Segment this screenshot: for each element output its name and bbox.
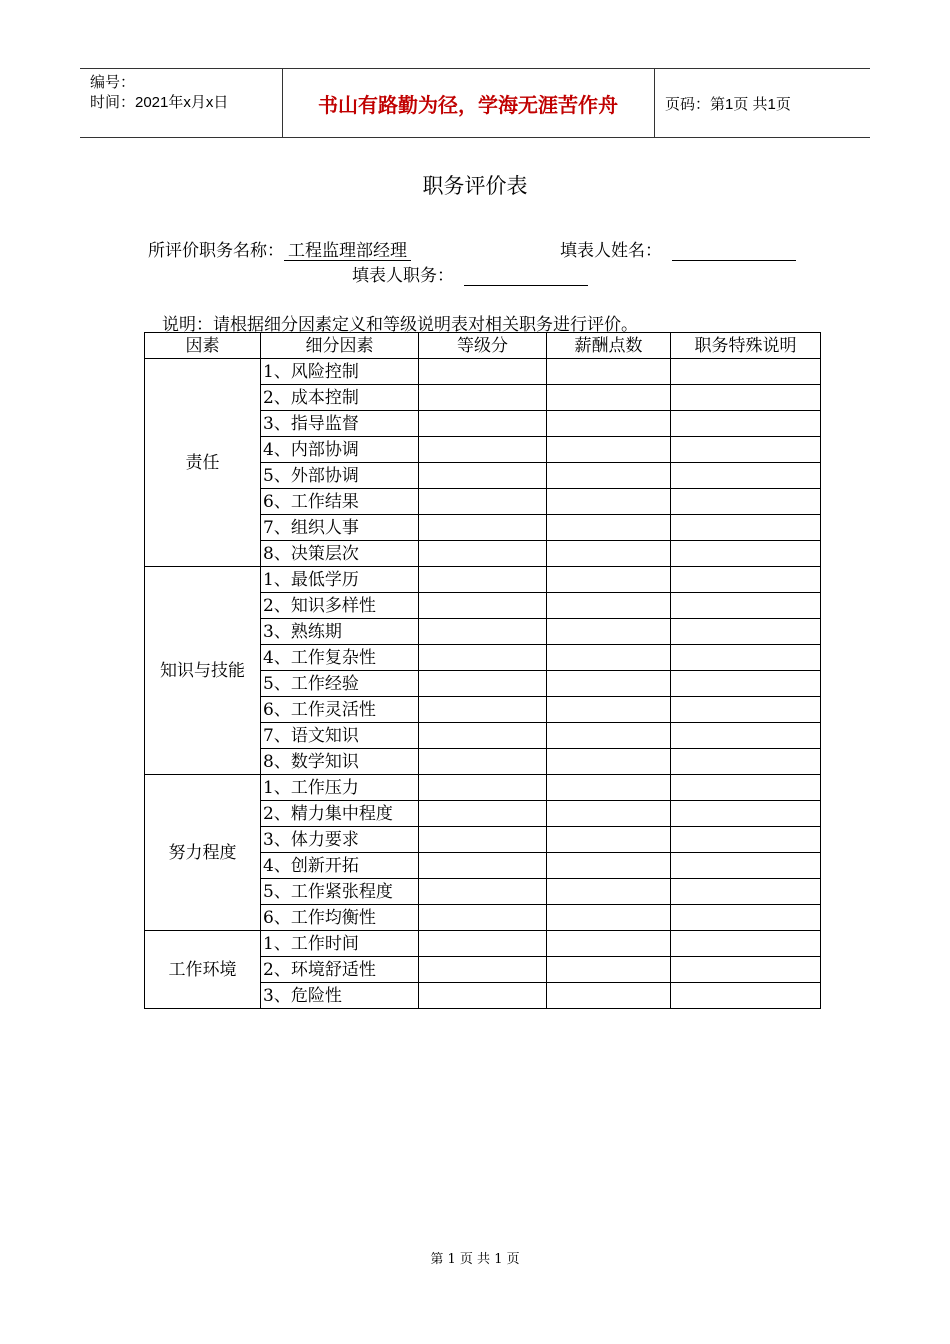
page-footer: 第 1 页 共 1 页 bbox=[430, 1252, 520, 1267]
grade-score-cell[interactable] bbox=[419, 957, 547, 983]
salary-points-cell[interactable] bbox=[547, 801, 671, 827]
sub-factor-cell: 1、最低学历 bbox=[261, 567, 419, 593]
grade-score-cell[interactable] bbox=[419, 645, 547, 671]
salary-points-cell[interactable] bbox=[547, 437, 671, 463]
sub-factor-cell: 5、工作紧张程度 bbox=[261, 879, 419, 905]
sub-factor-cell: 3、体力要求 bbox=[261, 827, 419, 853]
salary-points-cell[interactable] bbox=[547, 489, 671, 515]
header-page-label: 页码：第1页 共1页 bbox=[665, 96, 791, 113]
special-notes-cell[interactable] bbox=[671, 983, 821, 1009]
page-title: 职务评价表 bbox=[422, 174, 528, 198]
filler-name-row bbox=[560, 236, 796, 261]
salary-points-cell[interactable] bbox=[547, 619, 671, 645]
header-grade-score: 等级分 bbox=[419, 333, 547, 359]
sub-factor-cell: 3、危险性 bbox=[261, 983, 419, 1009]
special-notes-cell[interactable] bbox=[671, 853, 821, 879]
special-notes-cell[interactable] bbox=[671, 827, 821, 853]
special-notes-cell[interactable] bbox=[671, 931, 821, 957]
header-factor: 因素 bbox=[145, 333, 261, 359]
sub-factor-cell: 7、语文知识 bbox=[261, 723, 419, 749]
filler-name-field[interactable] bbox=[672, 242, 796, 261]
grade-score-cell[interactable] bbox=[419, 489, 547, 515]
sub-factor-cell: 2、精力集中程度 bbox=[261, 801, 419, 827]
sub-factor-cell: 5、工作经验 bbox=[261, 671, 419, 697]
salary-points-cell[interactable] bbox=[547, 905, 671, 931]
header-sub-factor: 细分因素 bbox=[261, 333, 419, 359]
filler-job-row bbox=[352, 261, 588, 286]
grade-score-cell[interactable] bbox=[419, 723, 547, 749]
special-notes-cell[interactable] bbox=[671, 541, 821, 567]
grade-score-cell[interactable] bbox=[419, 931, 547, 957]
salary-points-cell[interactable] bbox=[547, 983, 671, 1009]
salary-points-cell[interactable] bbox=[547, 515, 671, 541]
job-name-row bbox=[148, 236, 411, 261]
sub-factor-cell: 7、组织人事 bbox=[261, 515, 419, 541]
sub-factor-cell: 2、知识多样性 bbox=[261, 593, 419, 619]
special-notes-cell[interactable] bbox=[671, 905, 821, 931]
sub-factor-cell: 3、指导监督 bbox=[261, 411, 419, 437]
document-header bbox=[80, 68, 870, 138]
salary-points-cell[interactable] bbox=[547, 775, 671, 801]
instruction-note: 说明：请根据细分因素定义和等级说明表对相关职务进行评价。 bbox=[162, 315, 638, 335]
grade-score-cell[interactable] bbox=[419, 463, 547, 489]
special-notes-cell[interactable] bbox=[671, 567, 821, 593]
special-notes-cell[interactable] bbox=[671, 411, 821, 437]
grade-score-cell[interactable] bbox=[419, 983, 547, 1009]
salary-points-cell[interactable] bbox=[547, 541, 671, 567]
grade-score-cell[interactable] bbox=[419, 879, 547, 905]
sub-factor-cell: 6、工作灵活性 bbox=[261, 697, 419, 723]
sub-factor-cell: 1、工作时间 bbox=[261, 931, 419, 957]
grade-score-cell[interactable] bbox=[419, 853, 547, 879]
document-number-label: 编号： bbox=[90, 74, 136, 91]
filler-name-label: 填表人姓名： bbox=[560, 241, 662, 261]
grade-score-cell[interactable] bbox=[419, 671, 547, 697]
sub-factor-cell: 2、成本控制 bbox=[261, 385, 419, 411]
salary-points-cell[interactable] bbox=[547, 567, 671, 593]
table-row bbox=[145, 567, 821, 593]
sub-factor-cell: 1、风险控制 bbox=[261, 359, 419, 385]
salary-points-cell[interactable] bbox=[547, 359, 671, 385]
grade-score-cell[interactable] bbox=[419, 411, 547, 437]
salary-points-cell[interactable] bbox=[547, 697, 671, 723]
special-notes-cell[interactable] bbox=[671, 801, 821, 827]
filler-job-label: 填表人职务： bbox=[352, 266, 454, 286]
sub-factor-cell: 6、工作均衡性 bbox=[261, 905, 419, 931]
grade-score-cell[interactable] bbox=[419, 385, 547, 411]
salary-points-cell[interactable] bbox=[547, 879, 671, 905]
table-row bbox=[145, 359, 821, 385]
special-notes-cell[interactable] bbox=[671, 489, 821, 515]
header-salary-points: 薪酬点数 bbox=[547, 333, 671, 359]
special-notes-cell[interactable] bbox=[671, 723, 821, 749]
sub-factor-cell: 5、外部协调 bbox=[261, 463, 419, 489]
factor-cell: 努力程度 bbox=[145, 775, 261, 931]
salary-points-cell[interactable] bbox=[547, 645, 671, 671]
grade-score-cell[interactable] bbox=[419, 775, 547, 801]
grade-score-cell[interactable] bbox=[419, 541, 547, 567]
salary-points-cell[interactable] bbox=[547, 957, 671, 983]
salary-points-cell[interactable] bbox=[547, 749, 671, 775]
special-notes-cell[interactable] bbox=[671, 697, 821, 723]
salary-points-cell[interactable] bbox=[547, 411, 671, 437]
salary-points-cell[interactable] bbox=[547, 385, 671, 411]
salary-points-cell[interactable] bbox=[547, 931, 671, 957]
header-special-notes: 职务特殊说明 bbox=[671, 333, 821, 359]
evaluation-table bbox=[144, 332, 821, 1009]
document-time-label: 时间：2021年x月x日 bbox=[90, 94, 229, 111]
grade-score-cell[interactable] bbox=[419, 515, 547, 541]
grade-score-cell[interactable] bbox=[419, 437, 547, 463]
grade-score-cell[interactable] bbox=[419, 593, 547, 619]
grade-score-cell[interactable] bbox=[419, 905, 547, 931]
sub-factor-cell: 6、工作结果 bbox=[261, 489, 419, 515]
salary-points-cell[interactable] bbox=[547, 853, 671, 879]
sub-factor-cell: 8、决策层次 bbox=[261, 541, 419, 567]
special-notes-cell[interactable] bbox=[671, 463, 821, 489]
sub-factor-cell: 1、工作压力 bbox=[261, 775, 419, 801]
salary-points-cell[interactable] bbox=[547, 463, 671, 489]
sub-factor-cell: 8、数学知识 bbox=[261, 749, 419, 775]
job-name-value[interactable]: 工程监理部经理 bbox=[284, 242, 411, 261]
table-row bbox=[145, 775, 821, 801]
special-notes-cell[interactable] bbox=[671, 749, 821, 775]
special-notes-cell[interactable] bbox=[671, 385, 821, 411]
table-row bbox=[145, 931, 821, 957]
special-notes-cell[interactable] bbox=[671, 879, 821, 905]
special-notes-cell[interactable] bbox=[671, 515, 821, 541]
special-notes-cell[interactable] bbox=[671, 437, 821, 463]
grade-score-cell[interactable] bbox=[419, 801, 547, 827]
salary-points-cell[interactable] bbox=[547, 723, 671, 749]
factor-cell: 知识与技能 bbox=[145, 567, 261, 775]
special-notes-cell[interactable] bbox=[671, 593, 821, 619]
factor-cell: 工作环境 bbox=[145, 931, 261, 1009]
header-motto: 书山有路勤为径，学海无涯苦作舟 bbox=[318, 92, 618, 117]
special-notes-cell[interactable] bbox=[671, 359, 821, 385]
factor-cell: 责任 bbox=[145, 359, 261, 567]
grade-score-cell[interactable] bbox=[419, 359, 547, 385]
job-name-label: 所评价职务名称： bbox=[148, 241, 284, 261]
special-notes-cell[interactable] bbox=[671, 645, 821, 671]
sub-factor-cell: 4、内部协调 bbox=[261, 437, 419, 463]
special-notes-cell[interactable] bbox=[671, 619, 821, 645]
filler-job-field[interactable] bbox=[464, 267, 588, 286]
sub-factor-cell: 4、创新开拓 bbox=[261, 853, 419, 879]
sub-factor-cell: 3、熟练期 bbox=[261, 619, 419, 645]
grade-score-cell[interactable] bbox=[419, 619, 547, 645]
salary-points-cell[interactable] bbox=[547, 671, 671, 697]
table-header-row bbox=[145, 333, 821, 359]
header-meta bbox=[90, 73, 228, 113]
salary-points-cell[interactable] bbox=[547, 827, 671, 853]
grade-score-cell[interactable] bbox=[419, 697, 547, 723]
sub-factor-cell: 2、环境舒适性 bbox=[261, 957, 419, 983]
grade-score-cell[interactable] bbox=[419, 827, 547, 853]
grade-score-cell[interactable] bbox=[419, 749, 547, 775]
special-notes-cell[interactable] bbox=[671, 671, 821, 697]
special-notes-cell[interactable] bbox=[671, 957, 821, 983]
header-divider bbox=[654, 69, 655, 137]
sub-factor-cell: 4、工作复杂性 bbox=[261, 645, 419, 671]
salary-points-cell[interactable] bbox=[547, 593, 671, 619]
grade-score-cell[interactable] bbox=[419, 567, 547, 593]
special-notes-cell[interactable] bbox=[671, 775, 821, 801]
